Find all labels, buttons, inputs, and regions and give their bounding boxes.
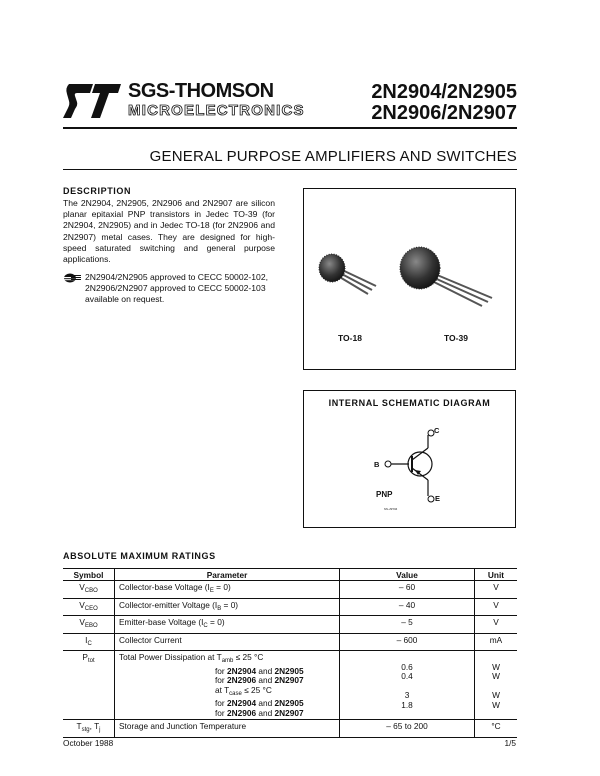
col-parameter: Parameter	[115, 569, 340, 581]
base-label: B	[374, 460, 380, 469]
approval-note: 2N2904/2N2905 approved to CECC 50002-102, 2N2906/2N2907 approved to CECC 50002-103 available on request.	[85, 272, 268, 305]
table-row	[63, 598, 517, 616]
unit-cell: V	[475, 616, 518, 634]
parameter-cell: Emitter-base Voltage $(I_C = 0)$	[115, 616, 340, 634]
symbol-cell: $P_{tot}$	[63, 651, 115, 720]
table-row	[63, 633, 517, 651]
value-cell: – 65 to 200	[340, 720, 475, 738]
to39-label: TO-39	[444, 333, 468, 343]
col-unit: Unit	[475, 569, 518, 581]
subtitle-rule	[63, 169, 517, 170]
part-numbers-line1: 2N2904/2N2905	[371, 81, 517, 103]
st-logo	[63, 80, 121, 122]
ratings-table	[63, 568, 517, 738]
part-numbers-line2: 2N2906/2N2907	[371, 102, 517, 124]
value-cell: 0.6 0.4 3 1.8	[340, 651, 475, 720]
value-cell: – 40	[340, 598, 475, 616]
description-heading: DESCRIPTION	[63, 186, 132, 196]
table-row	[63, 581, 517, 599]
unit-cell: V	[475, 598, 518, 616]
table-row	[63, 616, 517, 634]
approval-bullet-icon	[63, 273, 81, 283]
schematic-code: ss-ama	[384, 506, 398, 511]
value-cell: – 60	[340, 581, 475, 599]
page-number: 1/5	[504, 738, 516, 748]
brand-name: SGS-THOMSON	[128, 80, 274, 102]
parameter-cell: Collector-emitter Voltage $(I_B = 0)$	[115, 598, 340, 616]
value-cell: – 600	[340, 633, 475, 651]
footer-date: October 1988	[63, 738, 114, 748]
unit-cell: W W W W	[475, 651, 518, 720]
value-cell: – 5	[340, 616, 475, 634]
symbol-cell: $I_C$	[63, 633, 115, 651]
unit-cell: mA	[475, 633, 518, 651]
unit-cell: V	[475, 581, 518, 599]
emitter-label: E	[435, 494, 441, 503]
parameter-cell: Collector Current	[115, 633, 340, 651]
page-subtitle: GENERAL PURPOSE AMPLIFIERS AND SWITCHES	[149, 148, 517, 165]
pnp-transistor-symbol-icon	[360, 420, 470, 520]
description-text: The 2N2904, 2N2905, 2N2906 and 2N2907 are silicon planar epitaxial PNP transistors in Jedec TO-39 (for 2N2904, 2N2905) and in Jedec TO-18 (for 2N2906 and 2N2907) metal cases. They are designed for high-speed saturated switching and general purpose applications.	[63, 198, 275, 265]
brand-subname: MICROELECTRONICS	[128, 102, 305, 119]
pnp-label: PNP	[376, 490, 393, 499]
package-illustration	[310, 232, 510, 312]
to39-can-icon	[400, 247, 492, 306]
collector-label: C	[434, 426, 440, 435]
symbol-cell: $T_{stg}$, $T_j$	[63, 720, 115, 738]
schematic-title: INTERNAL SCHEMATIC DIAGRAM	[328, 398, 491, 408]
symbol-cell: $V_{CEO}$	[63, 598, 115, 616]
to18-can-icon	[319, 254, 376, 294]
parameter-cell: Total Power Dissipation at $T_{amb} \le 25$ °C for 2N2904 and 2N2905 for 2N2906 and 2N2907 at $T_{case} \le 25$ °C for 2N2904 and 2N2905 for 2N2906 and 2N2907	[115, 651, 340, 720]
parameter-cell: Storage and Junction Temperature	[115, 720, 340, 738]
ratings-header-row	[63, 569, 517, 581]
symbol-cell: $V_{CBO}$	[63, 581, 115, 599]
col-symbol: Symbol	[63, 569, 115, 581]
parameter-cell: Collector-base Voltage $(I_E = 0)$	[115, 581, 340, 599]
ratings-heading: ABSOLUTE MAXIMUM RATINGS	[63, 551, 216, 561]
table-row	[63, 651, 517, 720]
header-rule	[63, 127, 517, 129]
symbol-cell: $V_{EBO}$	[63, 616, 115, 634]
col-value: Value	[340, 569, 475, 581]
unit-cell: °C	[475, 720, 518, 738]
table-row	[63, 720, 517, 738]
to18-label: TO-18	[338, 333, 362, 343]
